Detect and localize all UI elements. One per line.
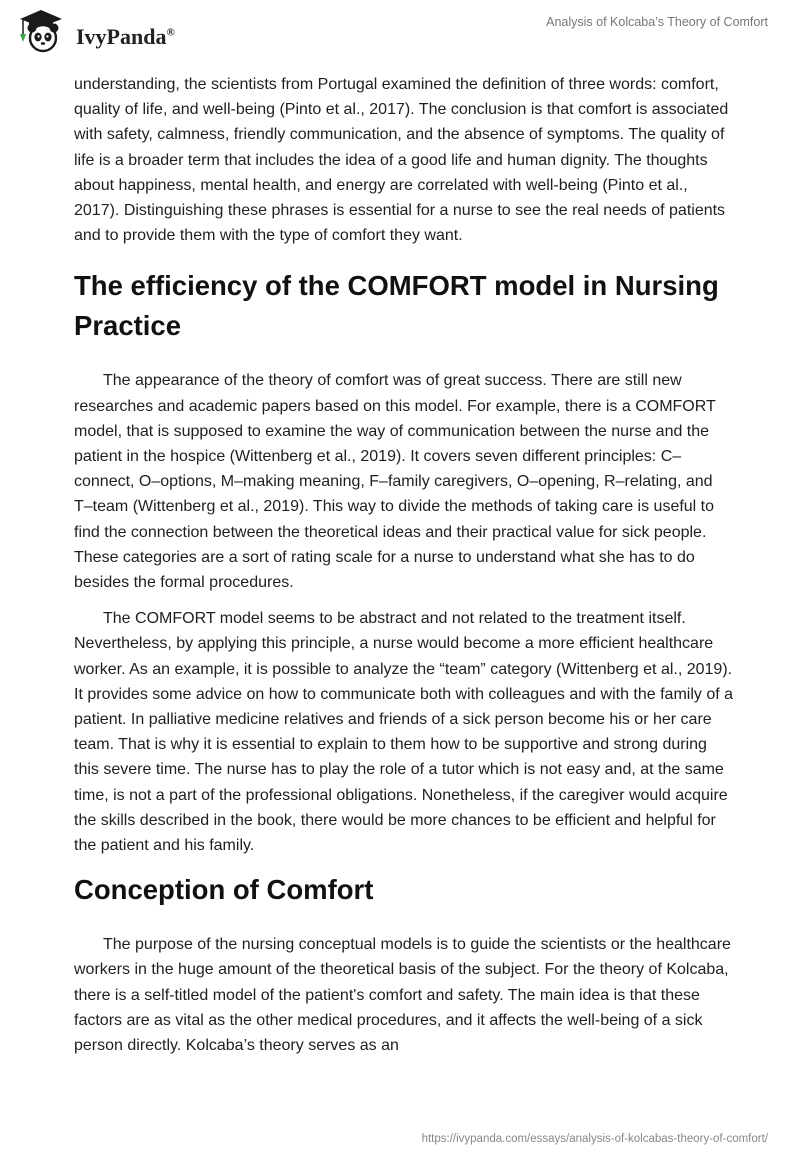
paragraph: The purpose of the nursing conceptual models is to guide the scientists or the healthcare workers in the huge amount of the theoretical basis of the subject. For the theory of Kolcaba, there is a self-titled model of the patient's comfort and safety. The main idea is that these factors are as vital as the other medical procedures, and it affects the well-being of a sick person directly. Kolcaba’s theory serves as an [74,936,731,1055]
paragraph: The appearance of the theory of comfort was of great success. There are still new researches and academic papers based on this model. For example, there is a COMFORT model, that is supposed to examine the way of communication between the nurse and the patient in the hospice (Wittenberg et al., 2019). It covers seven different principles: C–connect, O–options, M–making meaning, F–family caregivers, O–opening, R–relating, and T–team (Wittenberg et al., 2019). This way to divide the methods of taking care is useful to find the connection between the theoretical ideas and their practical value for sick people. These categories are a sort of rating scale for a nurse to understand what she has to do besides the formal procedures. [74,372,716,592]
section-heading: Conception of Comfort [74,874,374,906]
paragraph: The COMFORT model seems to be abstract and not related to the treatment itself. Nevertheless, by applying this principle, a nurse would become a more efficient healthcare worker. As an example, it is possible to analyze the “team” category (Wittenberg et al., 2019). It provides some advice on how to communicate both with colleagues and with the family of a patient. In palliative medicine relatives and friends of a sick person become his or her care team. That is why it is essential to explain to them how to be supportive and strong during this severe time. The nurse has to play the role of a tutor which is not easy and, at the same time, is not a part of the professional obligations. Nonetheless, if the caregiver would acquire the skills described in the book, there would be more chances to be efficient and helpful for the patient and his family. [74,610,734,855]
section-heading: The efficiency of the COMFORT model in Nursing Practice [74,270,719,342]
ivypanda-logo[interactable] [14,8,194,58]
essay-content [74,72,734,1069]
page-header [0,0,800,70]
paragraph: understanding, the scientists from Portugal examined the definition of three words: comfort, quality of life, and well-being (Pinto et al., 2017). The conclusion is that comfort is associated with safety, calmness, friendly communication, and the absence of symptoms. The quality of life is a broader term that includes the idea of a good life and human dignity. The thoughts about happiness, mental health, and energy are correlated with well-being (Pinto et al., 2017). Distinguishing these phrases is essential for a nurse to see the real needs of patients and to provide them with the type of comfort they want. [74,76,729,245]
running-title: Analysis of Kolcaba’s Theory of Comfort [546,15,768,29]
source-url[interactable]: https://ivypanda.com/essays/analysis-of-kolcabas-theory-of-comfort/ [421,1133,768,1145]
brand-name: IvyPanda® [76,24,175,49]
registered-mark: ® [166,26,175,39]
panda-logo-icon [14,8,68,54]
